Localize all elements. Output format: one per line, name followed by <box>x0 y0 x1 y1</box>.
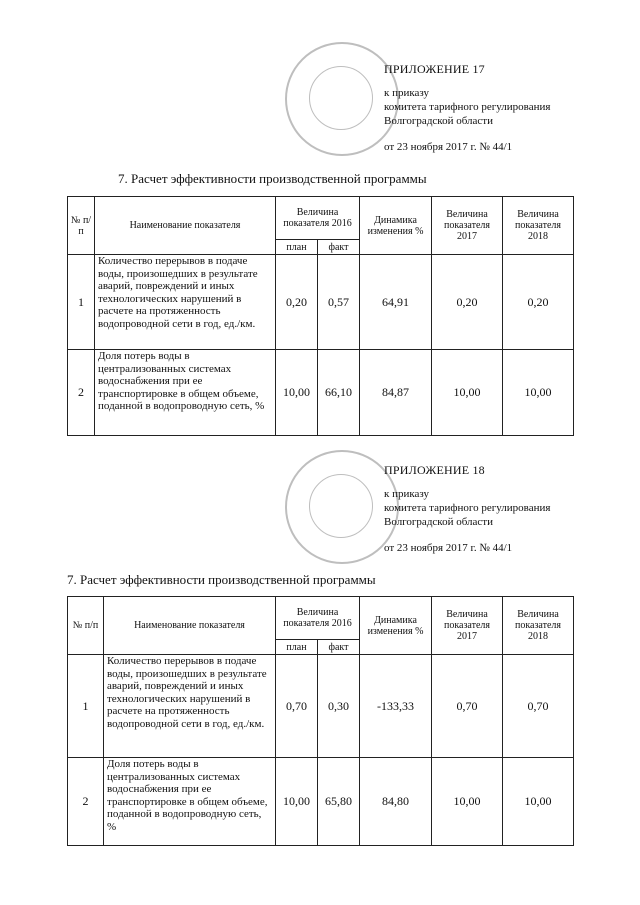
col-header-num: № п/п <box>68 597 104 655</box>
row-2018: 10,00 <box>503 758 574 846</box>
col-header-name: Наименование показателя <box>95 197 276 255</box>
table-row <box>68 655 574 758</box>
col-header-2016: Величина показателя 2016 <box>276 197 360 240</box>
row-2018: 0,70 <box>503 655 574 758</box>
order-line: комитета тарифного регулирования <box>384 502 551 514</box>
row-plan: 0,70 <box>276 655 318 758</box>
row-fact: 0,57 <box>318 255 360 350</box>
row-plan: 10,00 <box>276 350 318 436</box>
table-row <box>68 758 574 846</box>
row-name: Доля потерь воды в централизованных системах водоснабжения при ее транспортировке в общем объеме, поданной в водопроводную сеть, % <box>95 350 276 436</box>
appendix-title: ПРИЛОЖЕНИЕ 18 <box>384 463 485 477</box>
official-seal-2 <box>285 450 399 564</box>
col-header-fact: факт <box>318 240 360 255</box>
official-seal-1 <box>285 42 399 156</box>
seal-inner-ring <box>309 474 373 538</box>
col-header-fact: факт <box>318 640 360 655</box>
efficiency-table-2 <box>67 596 574 846</box>
order-line: комитета тарифного регулирования <box>384 101 551 113</box>
row-name: Количество перерывов в подаче воды, произошедших в результате аварий, повреждений и иных технологических нарушений в расчете на протяженность водопроводной сети в год, ед./км. <box>104 655 276 758</box>
row-name: Количество перерывов в подаче воды, произошедших в результате аварий, повреждений и иных технологических нарушений в расчете на протяженность водопроводной сети в год, ед./км. <box>95 255 276 350</box>
row-num: 2 <box>68 350 95 436</box>
order-line: к приказу <box>384 488 430 500</box>
appendix-header-2 <box>384 463 550 555</box>
row-2017: 10,00 <box>432 350 503 436</box>
row-num: 2 <box>68 758 104 846</box>
row-fact: 65,80 <box>318 758 360 846</box>
order-date: от 23 ноября 2017 г. № 44/1 <box>384 141 513 153</box>
row-2018: 10,00 <box>503 350 574 436</box>
row-num: 1 <box>68 655 104 758</box>
appendix-title: ПРИЛОЖЕНИЕ 17 <box>384 62 485 76</box>
col-header-2018: Величина показателя 2018 <box>503 597 574 655</box>
col-header-2018: Величина показателя 2018 <box>503 197 574 255</box>
row-fact: 66,10 <box>318 350 360 436</box>
table-row <box>68 255 574 350</box>
section-title-2: 7. Расчет эффективности производственной программы <box>67 572 376 587</box>
order-line: к приказу <box>384 87 430 99</box>
col-header-2016: Величина показателя 2016 <box>276 597 360 640</box>
col-header-plan: план <box>276 640 318 655</box>
row-num: 1 <box>68 255 95 350</box>
row-2017: 0,70 <box>432 655 503 758</box>
appendix-header-1 <box>384 62 550 154</box>
seal-inner-ring <box>309 66 373 130</box>
row-dynamics: -133,33 <box>360 655 432 758</box>
order-line: Волгоградской области <box>384 516 493 528</box>
row-2017: 0,20 <box>432 255 503 350</box>
order-line: Волгоградской области <box>384 115 493 127</box>
col-header-num: № п/ п <box>68 197 95 255</box>
section-title-1: 7. Расчет эффективности производственной программы <box>118 171 427 186</box>
row-plan: 10,00 <box>276 758 318 846</box>
col-header-plan: план <box>276 240 318 255</box>
row-dynamics: 84,87 <box>360 350 432 436</box>
row-2017: 10,00 <box>432 758 503 846</box>
order-date: от 23 ноября 2017 г. № 44/1 <box>384 542 513 554</box>
row-dynamics: 64,91 <box>360 255 432 350</box>
col-header-dynamics: Динамика изменения % <box>360 597 432 655</box>
col-header-name: Наименование показателя <box>104 597 276 655</box>
row-2018: 0,20 <box>503 255 574 350</box>
col-header-2017: Величина показателя 2017 <box>432 597 503 655</box>
row-plan: 0,20 <box>276 255 318 350</box>
col-header-dynamics: Динамика изменения % <box>360 197 432 255</box>
row-fact: 0,30 <box>318 655 360 758</box>
table-row <box>68 350 574 436</box>
efficiency-table-1 <box>67 196 574 436</box>
col-header-2017: Величина показателя 2017 <box>432 197 503 255</box>
row-dynamics: 84,80 <box>360 758 432 846</box>
row-name: Доля потерь воды в централизованных системах водоснабжения при ее транспортировке в общем объеме, поданной в водопроводную сеть, % <box>104 758 276 846</box>
